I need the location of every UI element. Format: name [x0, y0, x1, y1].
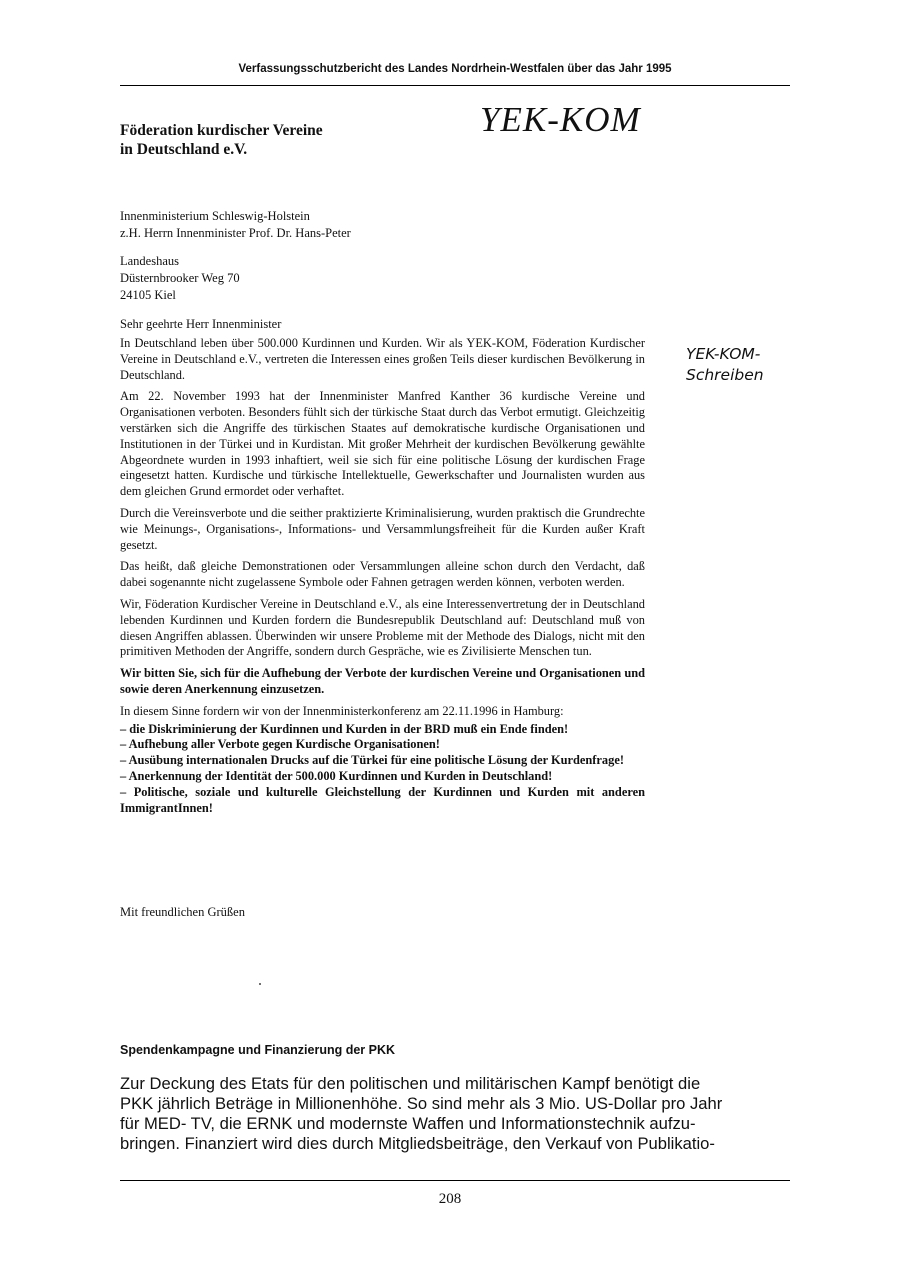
side-label-line: Schreiben [686, 366, 764, 384]
letter-bold-request: Wir bitten Sie, sich für die Aufhebung der Verbote der kurdischen Vereine und Organisationen und sowie deren Anerkennung einzusetzen. [120, 666, 645, 696]
letter-paragraph: Am 22. November 1993 hat der Innenminister Manfred Kanther 36 kurdische Vereine und Organisationen verboten. Besonders fühlt sich der türkische Staat durch das Verbot ermutigt. Gleichzeitig verstärken sich die Angriffe des türkischen Staates auf demokratische kurdische Organisationen und Institutionen in der Türkei und in Kurdistan. Mit großer Mehrheit der kurdischen Bevölkerung gewählte Abgeordnete wurden in 1993 inhaftiert, weil sie sich für eine politische Lösung der kurdischen Frage eingesetzt hatten. Kurdische und türkische Intellektuelle, Gewerkschafter und Journalisten wurden aus dem gleichen Grund ermordet oder verhaftet. [120, 389, 645, 499]
demand-item: – Politische, soziale und kulturelle Gleichstellung der Kurdinnen und Kurden mit anderen ImmigrantInnen! [120, 784, 645, 815]
page-number: 208 [438, 1191, 462, 1207]
address-line: Landeshaus [120, 254, 180, 268]
section-line: bringen. Finanziert wird dies durch Mitgliedsbeiträge, den Verkauf von Publikatio- [120, 1134, 715, 1153]
letter-paragraph: Durch die Vereinsverbote und die seither praktizierte Kriminalisierung, wurden praktisch die Grundrechte wie Meinungs-, Organisations-, Informations- und Versammlungsfreiheit für die Kurden außer Kraft gesetzt. [120, 505, 645, 552]
address-line: Düsternbrooker Weg 70 [120, 271, 240, 285]
demand-item: – Anerkennung der Identität der 500.000 Kurdinnen und Kurden in Deutschland! [120, 768, 553, 783]
header-rule [120, 85, 790, 86]
demand-item: – Aufhebung aller Verbote gegen Kurdische Organisationen! [120, 737, 440, 752]
org-name-line: Föderation kurdischer Vereine [120, 122, 323, 139]
letter-body [120, 336, 645, 816]
demand-item: – die Diskriminierung der Kurdinnen und Kurden in der BRD muß ein Ende finden! [120, 721, 569, 736]
letter-org-name [120, 121, 323, 159]
section-line: für MED- TV, die ERNK und modernste Waffen und Informationstechnik aufzu- [120, 1114, 696, 1133]
address-line: Innenministerium Schleswig-Holstein [120, 209, 310, 223]
letter-paragraph: Das heißt, daß gleiche Demonstrationen oder Versammlungen alleine schon durch den Verdacht, daß dabei sogenannte nicht zugelassene Symbole oder Fahnen getragen werden können, verboten werden. [120, 559, 645, 590]
address-line: z.H. Herrn Innenminister Prof. Dr. Hans-Peter [120, 226, 351, 240]
running-header: Verfassungsschutzbericht des Landes Nordrhein-Westfalen über das Jahr 1995 [238, 63, 672, 75]
address-line: 24105 Kiel [120, 288, 176, 302]
footer-rule [120, 1180, 790, 1181]
demand-item: – Ausübung internationalen Drucks auf die Türkei für eine politische Lösung der Kurdenfrage! [120, 753, 624, 768]
yek-kom-logo: YEK-KOM [480, 100, 641, 139]
letter-address [120, 208, 351, 304]
org-name-line: in Deutschland e.V. [120, 141, 248, 158]
letter-demands-intro: In diesem Sinne fordern wir von der Innenministerkonferenz am 22.11.1996 in Hamburg: [120, 703, 564, 718]
section-line: Zur Deckung des Etats für den politischen und militärischen Kampf benötigt die [120, 1074, 701, 1093]
margin-side-label [686, 344, 764, 386]
section-line: PKK jährlich Beträge in Millionenhöhe. So sind mehr als 3 Mio. US-Dollar pro Jahr [120, 1094, 723, 1113]
letter-demands-list [120, 722, 645, 817]
letter-paragraph: Wir, Föderation Kurdischer Vereine in Deutschland e.V., als eine Interessenvertretung der in Deutschland lebenden Kurdinnen und Kurden fordern die Bundesrepublik Deutschland auf: Deutschland muß von diesen Angriffen ablassen. Überwinden wir unsere Probleme mit der Methode des Dialogs, nicht mit den primitiven Methoden der Angriffe, sondern durch Gespräche, wie es Zivilisierte Menschen tun. [120, 596, 645, 659]
section-heading: Spendenkampagne und Finanzierung der PKK [120, 1043, 396, 1057]
letter-paragraph: In Deutschland leben über 500.000 Kurdinnen und Kurden. Wir als YEK-KOM, Föderation Kurdischer Vereine in Deutschland e.V., vertreten die Interessen eines großen Teils dieser kurdischen Bevölkerung in Deutschland. [120, 336, 645, 382]
scan-speck [259, 983, 261, 985]
letter-salutation: Sehr geehrte Herr Innenminister [120, 317, 282, 331]
letter-closing: Mit freundlichen Grüßen [120, 905, 245, 919]
section-body [120, 1074, 790, 1154]
side-label-line: YEK-KOM- [686, 345, 761, 363]
